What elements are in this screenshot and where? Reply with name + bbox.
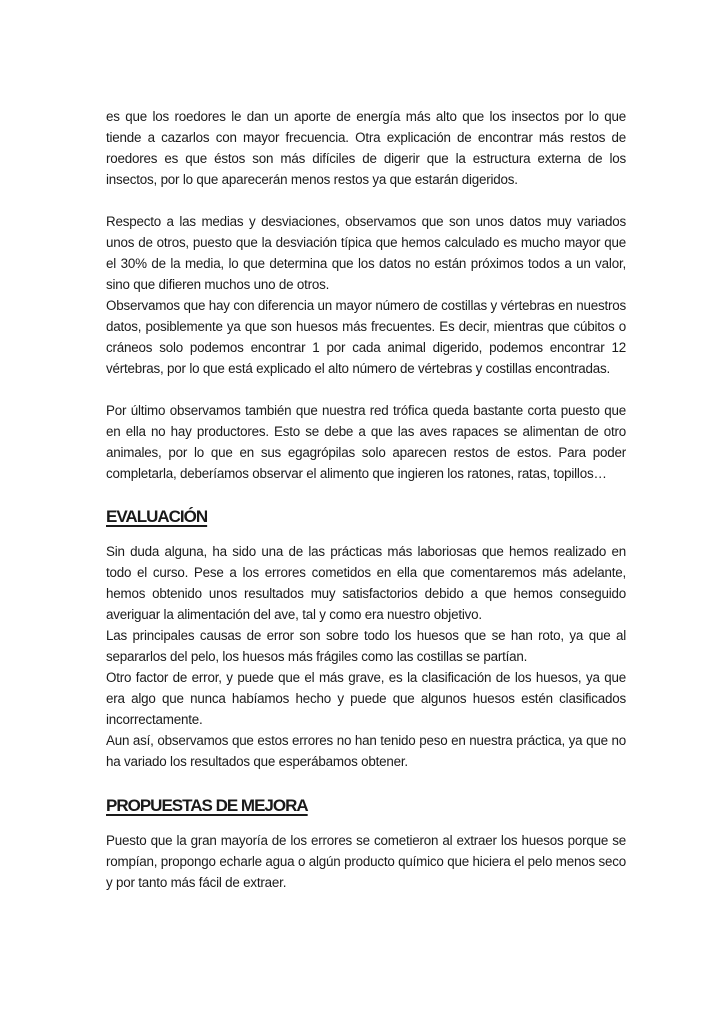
body-paragraph: Las principales causas de error son sobre todo los huesos que se han roto, ya que al separarlos del pelo, los huesos más frágiles como las costillas se partían. [106, 628, 626, 664]
body-paragraph: Por último observamos también que nuestra red trófica queda bastante corta puesto que en ella no hay productores. Esto se debe a que las aves rapaces se alimentan de otro animales, por lo que en sus egagrópilas solo aparecen restos de estos. Para poder completarla, deberíamos observar el alimento que ingieren los ratones, ratas, topillos… [106, 403, 626, 481]
body-paragraph: Aun así, observamos que estos errores no han tenido peso en nuestra práctica, ya que no ha variado los resultados que esperábamos obtener. [106, 733, 626, 769]
document-page [106, 106, 626, 893]
body-paragraph: es que los roedores le dan un aporte de energía más alto que los insectos por lo que tiende a cazarlos con mayor frecuencia. Otra explicación de encontrar más restos de roedores es que éstos son más difíciles de digerir que la estructura externa de los insectos, por lo que aparecerán menos restos ya que estarán digeridos. [106, 109, 626, 187]
body-paragraph: Observamos que hay con diferencia un mayor número de costillas y vértebras en nuestros datos, posiblemente ya que son huesos más frecuentes. Es decir, mientras que cúbitos o cráneos solo podemos encontrar 1 por cada animal digerido, podemos encontrar 12 vértebras, por lo que está explicado el alto número de vértebras y costillas encontradas. [106, 298, 626, 376]
body-paragraph: Sin duda alguna, ha sido una de las prácticas más laboriosas que hemos realizado en todo el curso. Pese a los errores cometidos en ella que comentaremos más adelante, hemos obtenido unos resultados muy satisfactorios debido a que hemos conseguido averiguar la alimentación del ave, tal y como era nuestro objetivo. [106, 544, 626, 622]
section-heading-evaluacion: EVALUACIÓN [106, 507, 208, 526]
section-heading-propuestas: PROPUESTAS DE MEJORA [106, 796, 308, 815]
body-paragraph: Otro factor de error, y puede que el más grave, es la clasificación de los huesos, ya que era algo que nunca habíamos hecho y puede que algunos huesos estén clasificados incorrectamente. [106, 670, 626, 727]
body-paragraph: Respecto a las medias y desviaciones, observamos que son unos datos muy variados unos de otros, puesto que la desviación típica que hemos calculado es mucho mayor que el 30% de la media, lo que determina que los datos no están próximos todos a un valor, sino que difieren muchos uno de otros. [106, 214, 626, 292]
body-paragraph: Puesto que la gran mayoría de los errores se cometieron al extraer los huesos porque se rompían, propongo echarle agua o algún producto químico que hiciera el pelo menos seco y por tanto más fácil de extraer. [106, 833, 626, 890]
